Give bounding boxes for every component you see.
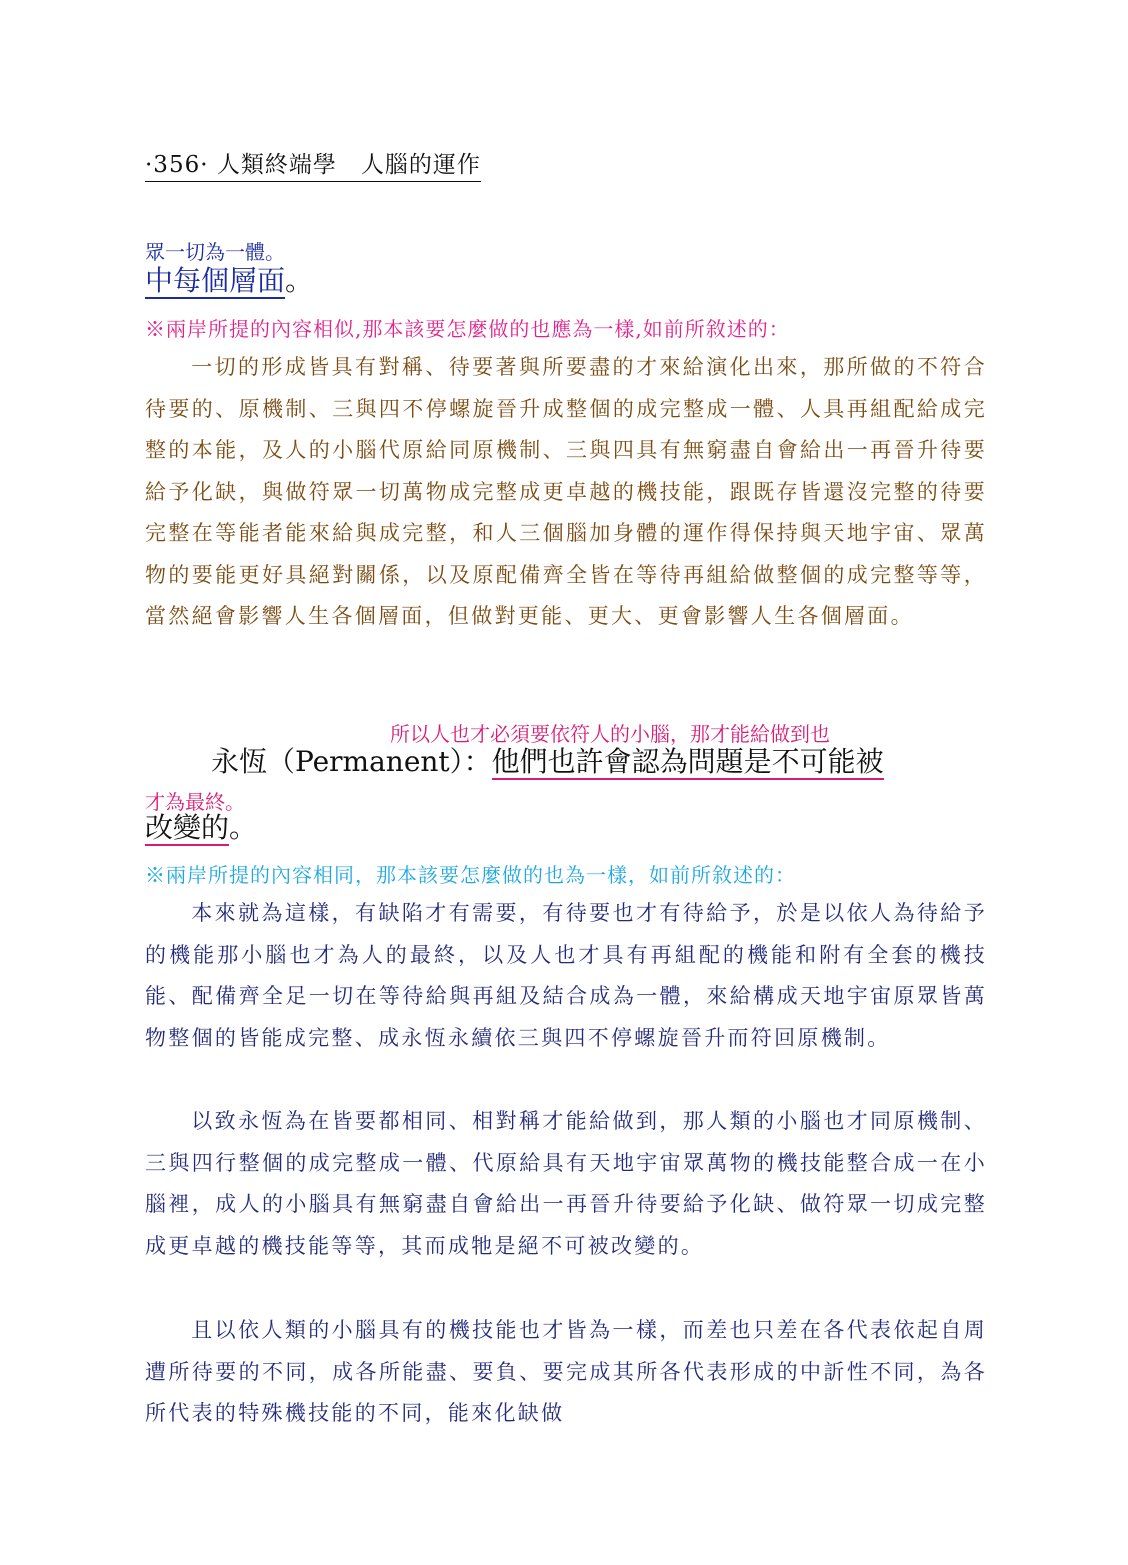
paragraph-2: 本來就為這樣，有缺陷才有需要，有待要也才有待給予，於是以依人為待給予的機能那小腦也才為人的最終，以及人也才具有再組配的機能和附有全套的機技能、配備齊全足一切在等待給與再組及結合成為一體，來給構成天地宇宙原眾皆萬物整個的皆能成完整、成永恆永續依三與四不停螺旋晉升而符回原機制。: [145, 901, 987, 1050]
pink-annotation-bottom: 才為最終。: [145, 790, 245, 814]
change-punct: 。: [229, 811, 258, 844]
change-text: 改變的: [145, 811, 230, 844]
note-similar: ※兩岸所提的內容相似,那本該要怎麼做的也應為一樣,如前所敘述的：: [145, 317, 790, 341]
paragraph-3: 以致永恆為在皆要都相同、相對稱才能給做到，那人類的小腦也才同原機制、三與四行整個的成完整成一體、代原給具有天地宇宙眾萬物的機技能整合成一在小腦裡，成人的小腦具有無窮盡自會給出一再晉升待要給予化缺、做符眾一切成完整成更卓越的機技能等等，其而成牠是絕不可被改變的。: [145, 1109, 987, 1258]
permanent-heading-underlined: 他們也許會認為問題是不可能被: [491, 745, 884, 778]
paragraph-1: 一切的形成皆具有對稱、待要著與所要盡的才來給演化出來，那所做的不符合待要的、原機制、三與四不停螺旋晉升成整個的成完整成一體、人具再組配給成完整的本能，及人的小腦代原給同原機制、三與四具有無窮盡自會給出一再晉升待要給予化缺，與做符眾一切萬物成完整成更卓越的機技能，跟既存皆還沒完整的待要完整在等能者能來給與成完整，和人三個腦加身體的運作得保持與天地宇宙、眾萬物的要能更好具絕對關係，以及原配備齊全皆在等待再組給做整個的成完整等等，當然絕會影響人生各個層面，但做對更能、更大、更會影響人生各個層面。: [145, 355, 987, 628]
permanent-heading: [211, 740, 884, 780]
carryover-small-line: 眾一切為一體。: [145, 240, 285, 264]
running-header: ·356· 人類終端學 人腦的運作: [145, 146, 481, 182]
carryover-heading-punct: 。: [285, 264, 314, 297]
permanent-heading-prefix: 永恆（Permanent）：: [211, 745, 492, 778]
carryover-heading: [145, 259, 313, 299]
pink-annotation-top: 所以人也才必須要依符人的小腦，那才能給做到也: [390, 722, 830, 746]
carryover-heading-text: 中每個層面: [145, 264, 286, 297]
permanent-heading-continuation: [145, 806, 257, 846]
paragraph-4: 且以依人類的小腦具有的機技能也才皆為一樣，而差也只差在各代表依起自周遭所待要的不同，成各所能盡、要負、要完成其所各代表形成的中訢性不同，為各所代表的特殊機技能的不同，能來化缺做: [145, 1318, 987, 1425]
note-same: ※兩岸所提的內容相同，那本該要怎麼做的也為一樣，如前所敘述的：: [145, 863, 796, 887]
